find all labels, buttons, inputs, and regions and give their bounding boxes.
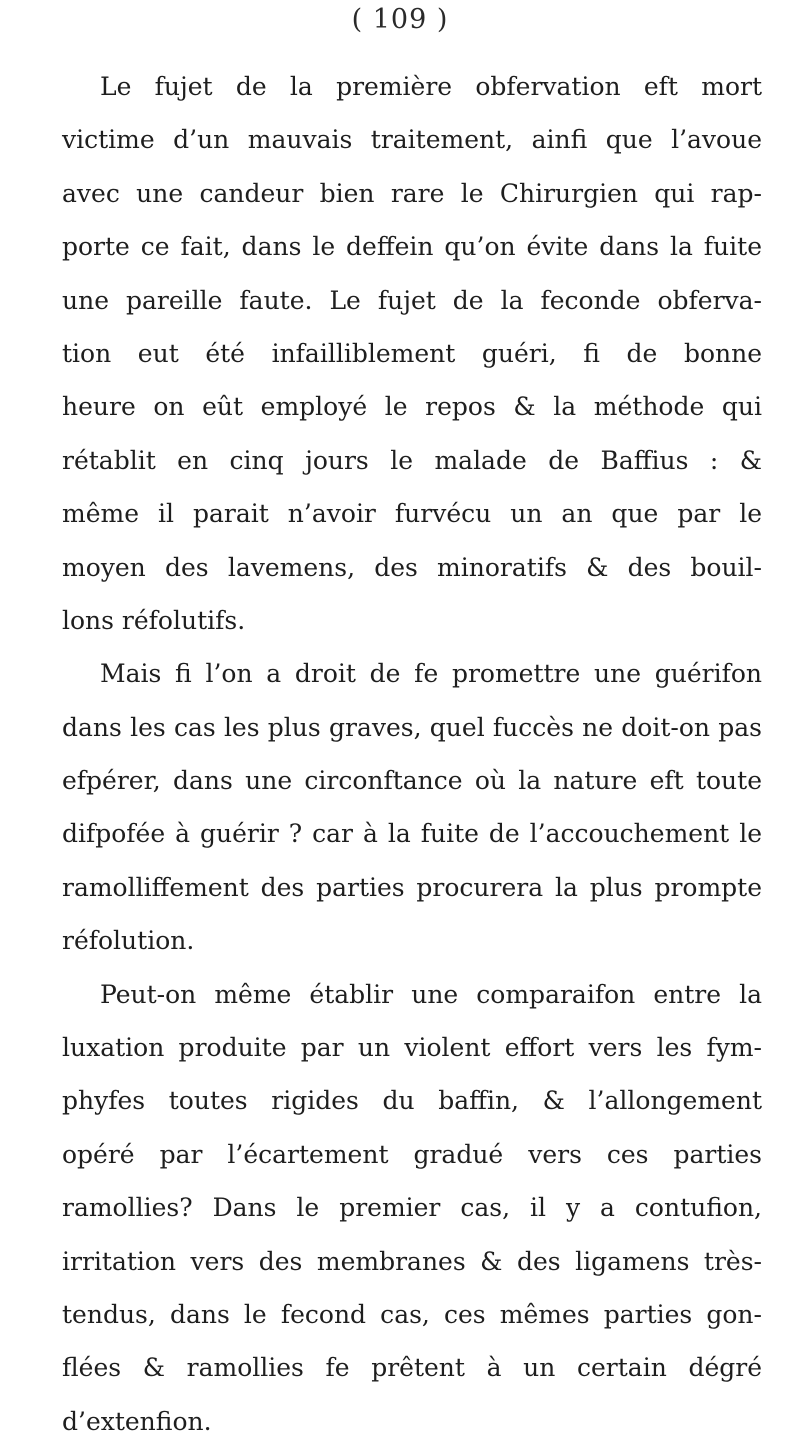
text-line: opéré par l’écartement gradué vers ces parties bbox=[62, 1139, 762, 1169]
text-line: rétablit en cinq jours le malade de Baffius : & bbox=[62, 445, 762, 475]
text-line: porte ce fait, dans le deffein qu’on évite dans la fuite bbox=[62, 232, 762, 262]
text-line: ramolliffement des parties procurera la plus prompte bbox=[62, 872, 762, 902]
text-line: flées & ramollies fe prêtent à un certain dégré bbox=[62, 1353, 762, 1383]
text-line: lons réfolutifs. bbox=[62, 605, 246, 635]
body-text bbox=[62, 60, 762, 1448]
text-line: une pareille faute. Le fujet de la feconde obferva- bbox=[62, 285, 762, 315]
text-line: difpofée à guérir ? car à la fuite de l’accouchement le bbox=[62, 819, 762, 849]
text-line: réfolution. bbox=[62, 926, 195, 956]
text-line: moyen des lavemens, des minoratifs & des bouil- bbox=[62, 552, 762, 582]
page-number: ( 109 ) bbox=[351, 4, 449, 35]
text-line: avec une candeur bien rare le Chirurgien qui rap- bbox=[62, 178, 762, 208]
text-line: tendus, dans le fecond cas, ces mêmes parties gon- bbox=[62, 1299, 762, 1329]
text-line: Peut-on même établir une comparaifon entre la bbox=[100, 979, 762, 1009]
text-line: heure on eût employé le repos & la méthode qui bbox=[62, 392, 762, 422]
text-line: Mais fi l’on a droit de fe promettre une guérifon bbox=[100, 659, 762, 689]
text-line: Le fujet de la première obfervation eft mort bbox=[100, 72, 762, 101]
text-line: victime d’un mauvais traitement, ainfi que l’avoue bbox=[62, 125, 762, 155]
text-line: irritation vers des membranes & des ligamens très- bbox=[62, 1246, 762, 1276]
text-line: tion eut été infailliblement guéri, fi de bonne bbox=[62, 338, 762, 368]
text-line: efpérer, dans une circonftance où la nature eft toute bbox=[62, 766, 762, 796]
text-line: luxation produite par un violent effort vers les fym- bbox=[62, 1033, 762, 1063]
text-line: même il parait n’avoir furvécu un an que par le bbox=[62, 499, 762, 529]
text-line: phyfes toutes rigides du baffin, & l’allongement bbox=[62, 1086, 762, 1116]
text-line: dans les cas les plus graves, quel fuccès ne doit-on pas bbox=[62, 712, 762, 742]
text-line: ramollies? Dans le premier cas, il y a contufion, bbox=[62, 1193, 762, 1223]
text-line: d’extenfion. bbox=[62, 1406, 212, 1436]
